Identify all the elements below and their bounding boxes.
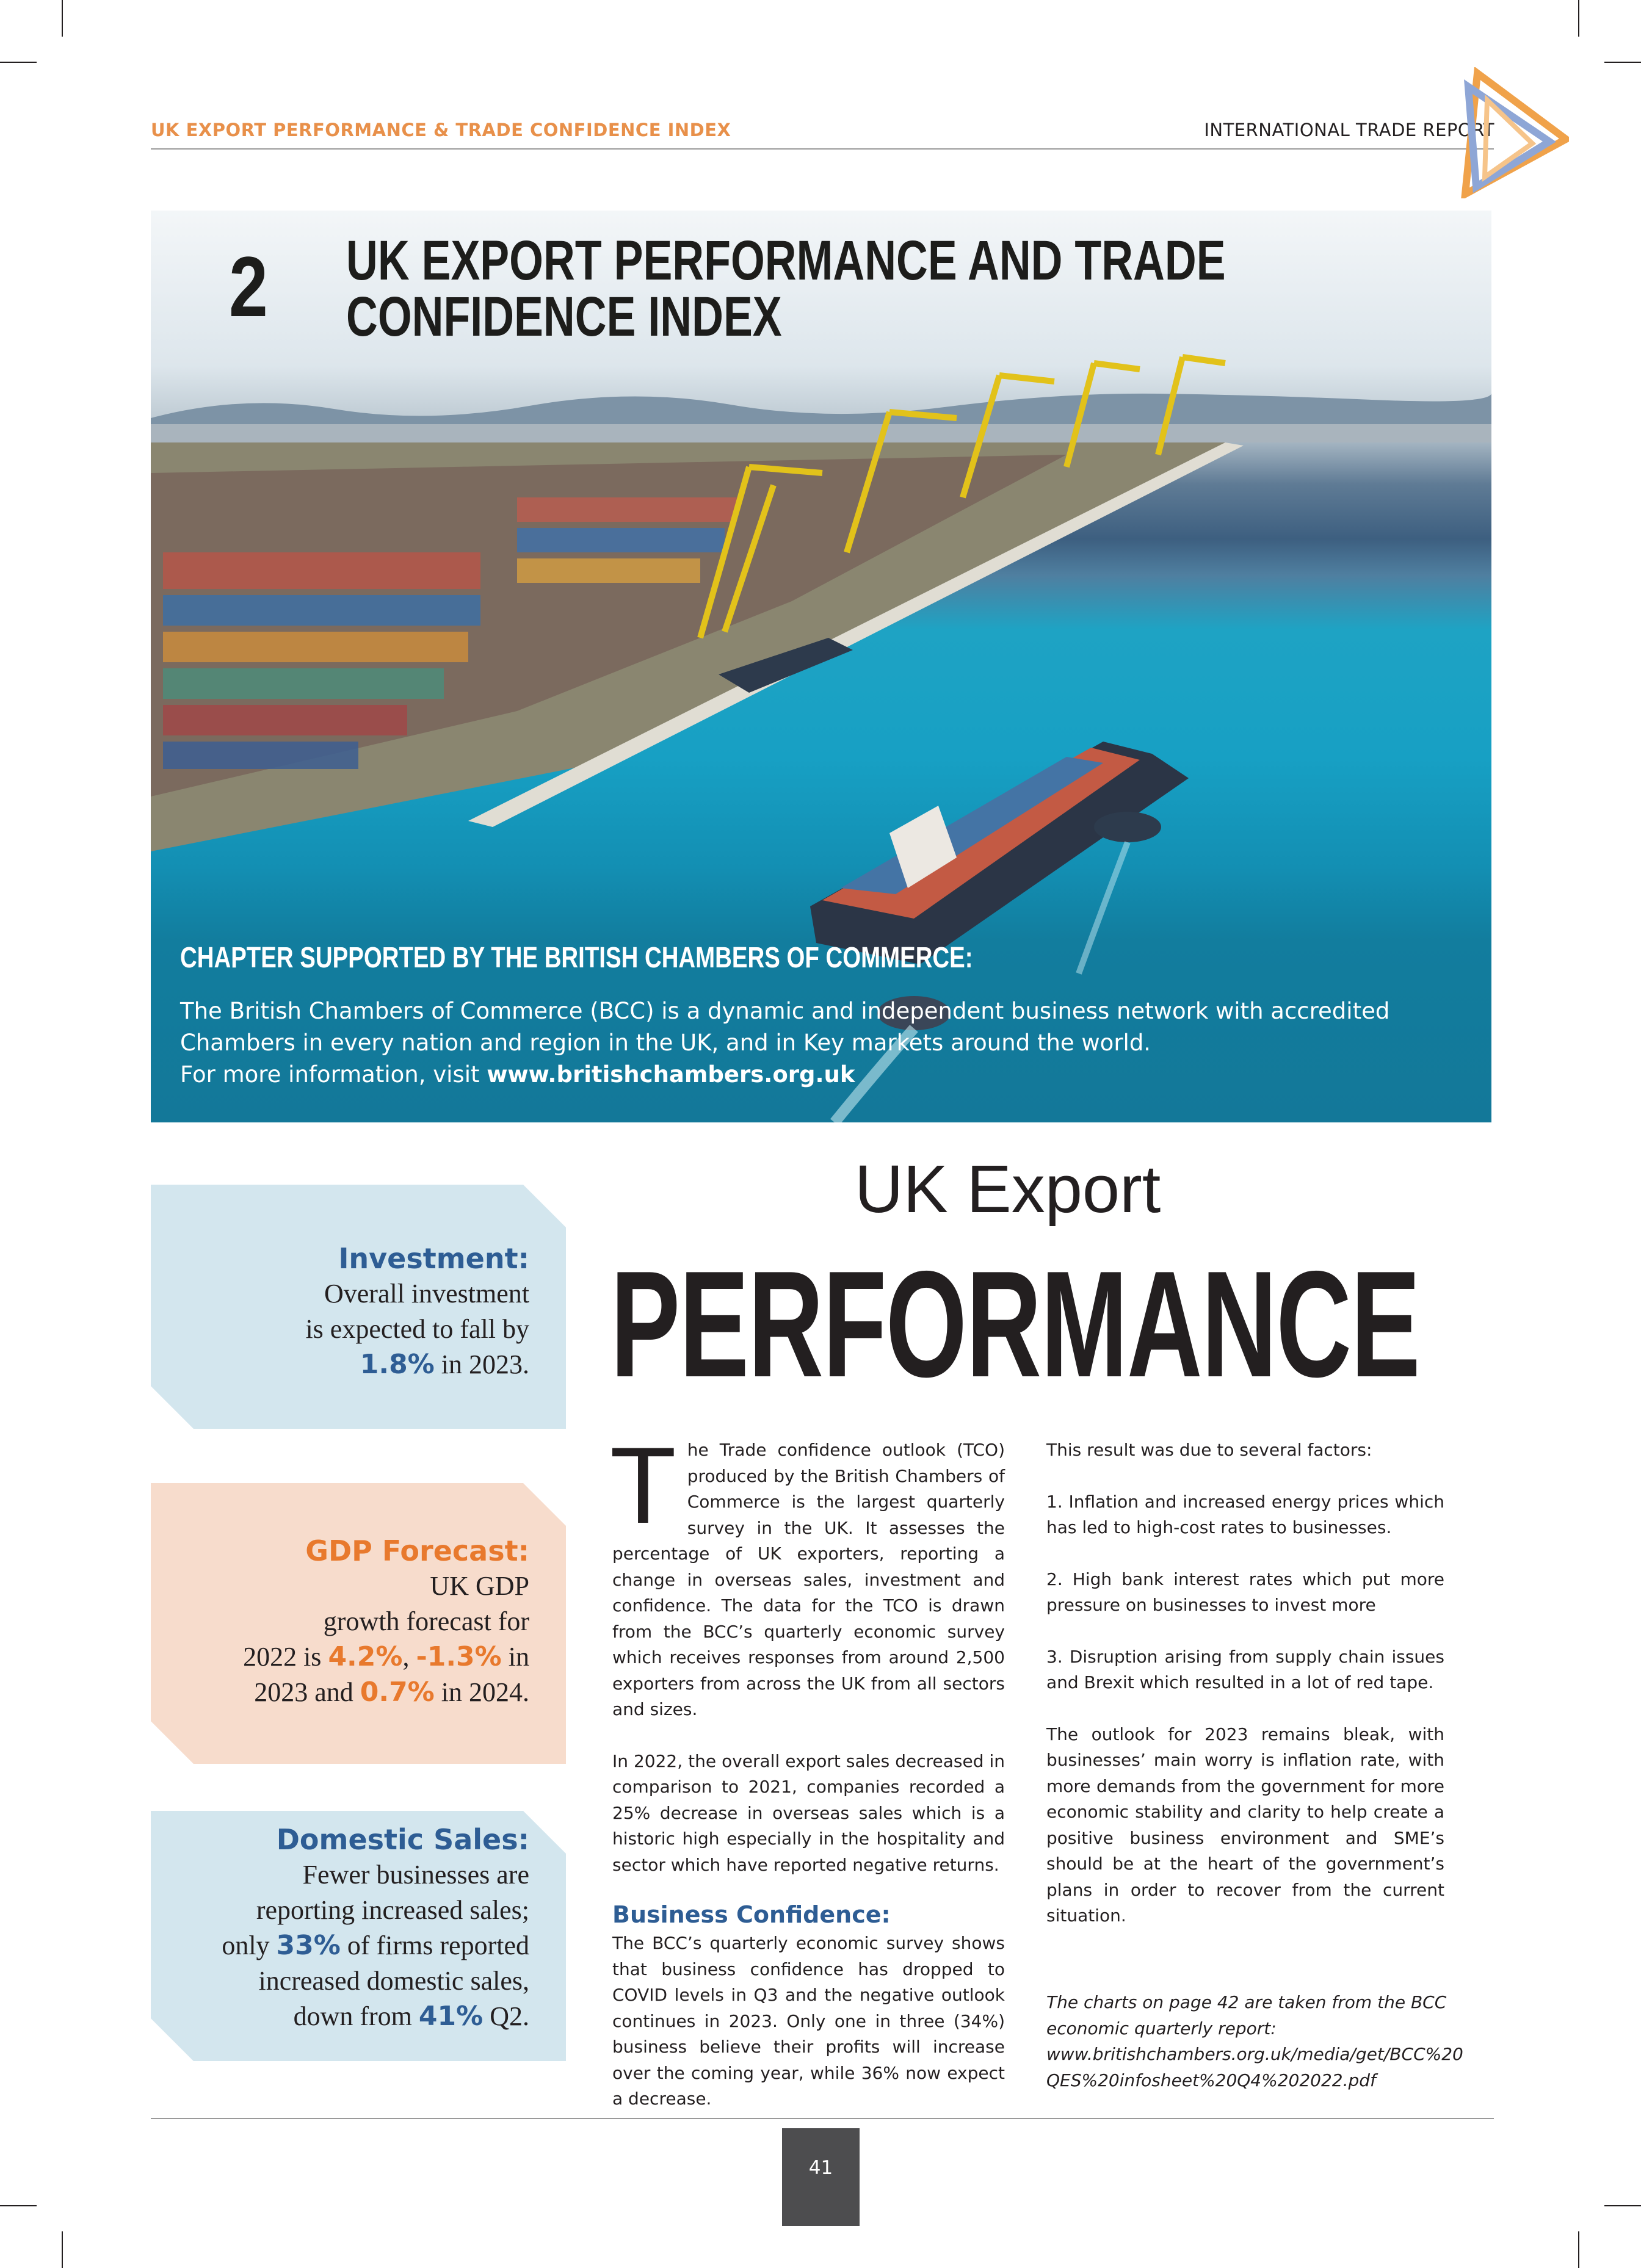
paragraph-text: he Trade confidence outlook (TCO) produced by the British Chambers of Commerce is the largest quarterly survey in the UK. It assesses the percentage of UK exporters, reporting a change in overseas sales, investment and confidence. The data for the TCO is drawn from the BCC’s quarterly economic survey which receives responses from around 2,500 exporters from across the UK from all sectors and sizes.: [612, 1440, 1005, 1719]
article-paragraph: The outlook for 2023 remains bleak, with businesses’ main worry is inflation rate, with more demands from the government for more economic stability and clarity to help create a positive business environment and SME’s should be at the heart of the government’s plans in order to recover from the current situation.: [1046, 1724, 1444, 1926]
crop-mark: [1578, 0, 1579, 37]
footer-divider: [151, 2118, 1494, 2119]
chapter-number: 2: [229, 239, 268, 334]
gdp-2024-value: 0.7%: [360, 1677, 435, 1708]
crop-mark: [0, 62, 37, 63]
supported-line: [180, 1059, 1462, 1091]
article-paragraph: The BCC’s quarterly economic survey shows that business confidence has dropped to COVID levels in Q3 and the negative outlook continues in 2023. Only one in three (34%) business believe their profits will increase over the coming year, while 36% now expect a decrease.: [612, 1933, 1005, 2109]
gdp-heading: GDP Forecast:: [305, 1534, 529, 1567]
domestic-prefix: only: [222, 1930, 277, 1960]
crop-mark: [62, 2231, 63, 2268]
triangle-logo-icon: [1441, 67, 1569, 198]
article-paragraph: In 2022, the overall export sales decreased in comparison to 2021, companies recorded a 25% decrease in overseas sales which is a historic high especially in the hospitality and sector which have reported negative returns.: [612, 1750, 1005, 1875]
domestic-heading: Domestic Sales:: [276, 1823, 529, 1856]
article-column-2: [1046, 1437, 1444, 1955]
article-paragraph: 3. Disruption arising from supply chain issues and Brexit which resulted in a lot of red tape.: [1046, 1646, 1444, 1692]
article-paragraph: [610, 1425, 1005, 1723]
investment-line: Overall investment: [324, 1279, 529, 1309]
gdp-suffix: in: [501, 1642, 529, 1672]
gdp-separator: ,: [402, 1642, 416, 1672]
domestic-value-prev: 41%: [418, 2001, 484, 2032]
crop-mark: [62, 0, 63, 37]
domestic-value-now: 33%: [276, 1930, 341, 1961]
domestic-line: reporting increased sales;: [256, 1895, 529, 1925]
investment-line: [305, 1347, 529, 1382]
gdp-text: [243, 1533, 529, 1710]
investment-heading: Investment:: [338, 1242, 529, 1275]
investment-text: [305, 1241, 529, 1382]
supported-line: Chambers in every nation and region in the UK, and in Key markets around the world.: [180, 1030, 1151, 1056]
investment-callout: [151, 1185, 566, 1429]
investment-line: is expected to fall by: [305, 1314, 529, 1344]
note-line: economic quarterly report:: [1046, 2018, 1277, 2039]
domestic-text: [222, 1822, 529, 2034]
page-number: 41: [782, 2128, 860, 2226]
article-title-big: PERFORMANCE: [610, 1239, 1420, 1409]
crop-mark: [1604, 2205, 1641, 2206]
gdp-line: UK GDP: [430, 1571, 529, 1601]
supported-heading: CHAPTER SUPPORTED BY THE BRITISH CHAMBERS OF COMMERCE:: [180, 942, 973, 974]
gdp-line: growth forecast for: [323, 1606, 529, 1636]
investment-suffix: in 2023.: [434, 1349, 529, 1379]
domestic-line: Fewer businesses are: [302, 1860, 529, 1890]
domestic-suffix: Q2.: [483, 2001, 529, 2031]
chapter-title-line: UK EXPORT PERFORMANCE AND TRADE: [346, 229, 1226, 292]
gdp-line: [243, 1675, 529, 1710]
crop-mark: [0, 2205, 37, 2206]
chapter-hero-image: [151, 211, 1491, 1122]
note-link[interactable]: www.britishchambers.org.uk/media/get/BCC%20: [1046, 2044, 1463, 2064]
gdp-prefix: 2022 is: [243, 1642, 328, 1672]
running-header-section: UK EXPORT PERFORMANCE & TRADE CONFIDENCE INDEX: [151, 120, 731, 140]
domestic-line: increased domestic sales,: [258, 1966, 529, 1996]
article-paragraph: 1. Inflation and increased energy prices which has led to high-cost rates to businesses.: [1046, 1491, 1444, 1537]
gdp-2023-value: -1.3%: [416, 1641, 502, 1672]
domestic-line: [222, 1999, 529, 2034]
business-confidence-heading: Business Confidence:: [612, 1901, 891, 1928]
article-title-small: UK Export: [855, 1152, 1161, 1227]
drop-cap: T: [610, 1425, 676, 1546]
crop-mark: [1604, 62, 1641, 63]
supported-text: [180, 995, 1462, 1091]
gdp-line: [243, 1639, 529, 1675]
investment-value: 1.8%: [360, 1349, 435, 1380]
supported-line: The British Chambers of Commerce (BCC) is a dynamic and independent business network with accredited: [180, 998, 1390, 1024]
bcc-website-link[interactable]: www.britishchambers.org.uk: [487, 1061, 855, 1088]
article-paragraph: 2. High bank interest rates which put more pressure on businesses to invest more: [1046, 1569, 1444, 1615]
gdp-callout: [151, 1483, 566, 1764]
supported-line-prefix: For more information, visit: [180, 1061, 487, 1088]
domestic-prefix: down from: [293, 2001, 419, 2031]
domestic-line: [222, 1928, 529, 1963]
note-link[interactable]: QES%20infosheet%20Q4%202022.pdf: [1046, 2070, 1376, 2090]
domestic-suffix: of firms reported: [340, 1930, 529, 1960]
gdp-prefix: 2023 and: [254, 1677, 360, 1707]
gdp-2022-value: 4.2%: [328, 1641, 403, 1672]
chapter-title: [346, 229, 1251, 348]
gdp-suffix: in 2024.: [434, 1677, 529, 1707]
article-paragraph: This result was due to several factors:: [1046, 1440, 1372, 1460]
crop-mark: [1578, 2231, 1579, 2268]
note-line: The charts on page 42 are taken from the BCC: [1046, 1992, 1447, 2012]
article-column-1: [610, 1425, 1005, 2138]
domestic-sales-callout: [151, 1811, 566, 2061]
chart-source-note: [1046, 1990, 1462, 2093]
chapter-title-line: CONFIDENCE INDEX: [346, 286, 782, 348]
running-header-report: INTERNATIONAL TRADE REPORT: [1204, 120, 1494, 140]
header-divider: [151, 148, 1494, 150]
